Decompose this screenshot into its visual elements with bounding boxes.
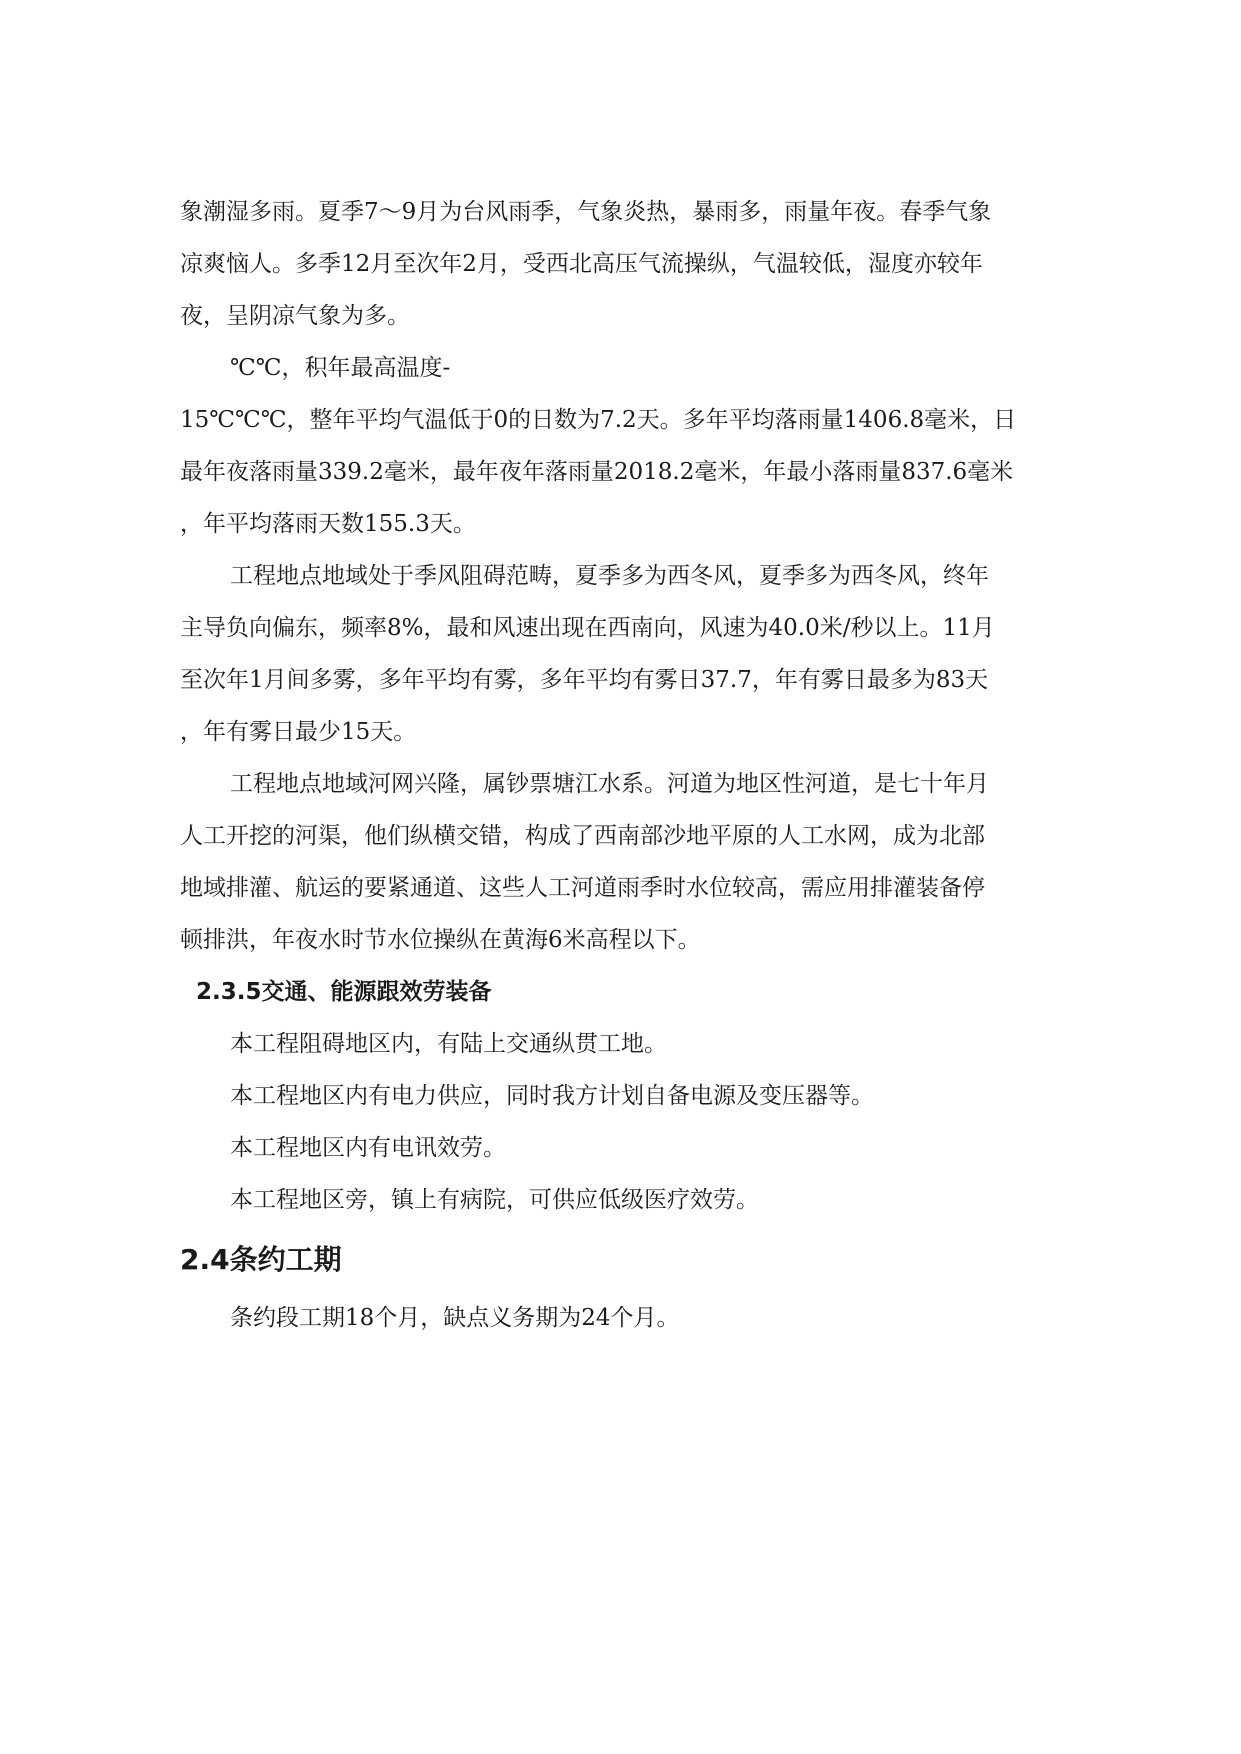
climate-paragraph-4 xyxy=(180,758,1060,966)
list-item: 本工程地区内有电讯效劳。 xyxy=(230,1135,506,1161)
text-line: 主导负向偏东，频率8%，最和风速出现在西南向，风速为40.0米/秒以上。11月 xyxy=(180,615,995,641)
text-line: ，年平均落雨天数155.3天。 xyxy=(180,511,476,537)
climate-paragraph-2 xyxy=(180,342,1060,550)
text-line: 象潮湿多雨。夏季7～9月为台风雨季，气象炎热，暴雨多，雨量年夜。春季气象 xyxy=(180,199,992,225)
text-line: 至次年1月间多雾，多年平均有雾，多年平均有雾日37.7，年有雾日最多为83天 xyxy=(180,667,989,693)
section-heading-2-4: 2.4条约工期 xyxy=(180,1243,342,1276)
text-line: 最年夜落雨量339.2毫米，最年夜年落雨量2018.2毫米，年最小落雨量837.6毫米 xyxy=(180,459,1014,485)
text-line: 15℃℃℃，整年平均气温低于0的日数为7.2天。多年平均落雨量1406.8毫米，日 xyxy=(180,407,1017,433)
text-line: 凉爽恼人。多季12月至次年2月，受西北高压气流操纵，气温较低，湿度亦较年 xyxy=(180,251,983,277)
contract-period-text: 条约段工期18个月，缺点义务期为24个月。 xyxy=(230,1305,680,1331)
text-line: 人工开挖的河渠，他们纵横交错，构成了西南部沙地平原的人工水网，成为北部 xyxy=(180,823,985,849)
text-line: ℃℃，积年最高温度- xyxy=(230,355,451,381)
text-line: 工程地点地域河网兴隆，属钞票塘江水系。河道为地区性河道，是七十年月 xyxy=(230,771,989,797)
text-line: ，年有雾日最少15天。 xyxy=(180,719,417,745)
text-line: 地域排灌、航运的要紧通道、这些人工河道雨季时水位较高，需应用排灌装备停 xyxy=(180,875,985,901)
text-line: 夜，呈阴凉气象为多。 xyxy=(180,303,410,329)
list-item: 本工程地区旁，镇上有病院，可供应低级医疗效劳。 xyxy=(230,1187,759,1213)
page-content xyxy=(180,186,1060,1344)
text-line: 工程地点地域处于季风阻碍范畴，夏季多为西冬风，夏季多为西冬风，终年 xyxy=(230,563,989,589)
section-heading-2-3-5: 2.3.5交通、能源跟效劳装备 xyxy=(196,979,492,1005)
climate-paragraph-3 xyxy=(180,550,1060,758)
climate-paragraph-1 xyxy=(180,186,1060,342)
list-item: 本工程地区内有电力供应，同时我方计划自备电源及变压器等。 xyxy=(230,1083,874,1109)
text-line: 顿排洪，年夜水时节水位操纵在黄海6米高程以下。 xyxy=(180,927,701,953)
section-2-3-5-list xyxy=(180,1018,1060,1226)
list-item: 本工程阻碍地区内，有陆上交通纵贯工地。 xyxy=(230,1031,667,1057)
